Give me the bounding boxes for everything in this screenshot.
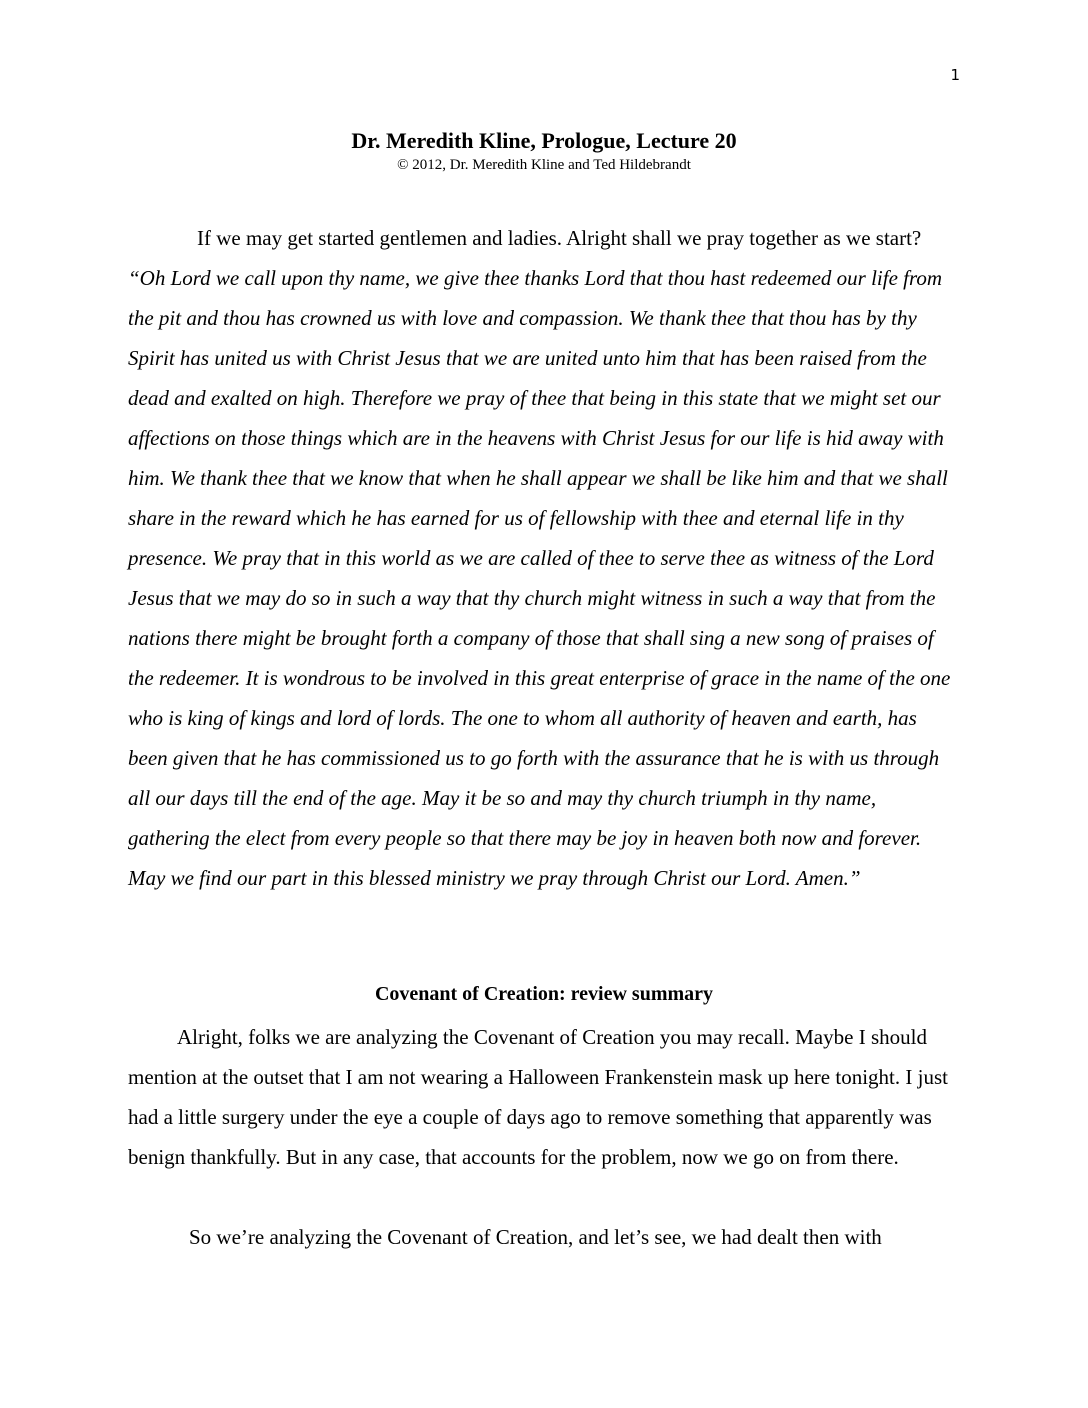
section-heading: Covenant of Creation: review summary: [374, 983, 714, 1005]
opening-prayer: “Oh Lord we call upon thy name, we give thee thanks Lord that thou hast redeemed our life from the pit and thou has crowned us with love and compassion. We thank thee that thou has by thy Spirit has united us with Christ Jesus that we are united unto him that has been raised from the dead and exalted on high. Therefore we pray of thee that being in this state that we might set our affections on those things which are in the heavens with Christ Jesus for our life is hid away with him. We thank thee that we know that when he shall appear we shall be like him and that we shall share in the reward which he has earned for us of fellowship with thee and eternal life in thy presence. We pray that in this world as we are called of thee to serve thee as witness of the Lord Jesus that we may do so in such a way that thy church might witness in such a way that from the nations there might be brought forth a company of those that shall sing a new song of praises of the redeemer. It is wondrous to be involved in this great enterprise of grace in the name of the one who is king of kings and lord of lords. The one to whom all authority of heaven and earth, has been given that he has commissioned us to go forth with the assurance that he is with us through all our days till the end of the age. May it be so and may thy church triumph in thy name, gathering the elect from every people so that there may be joy in heaven both now and forever. May we find our part in this blessed ministry we pray through Christ our Lord. Amen.”: [128, 266, 951, 890]
lecture-title: Dr. Meredith Kline, Prologue, Lecture 20: [351, 128, 737, 153]
copyright-line: © 2012, Dr. Meredith Kline and Ted Hildebrandt: [397, 157, 691, 173]
opening-paragraph: [128, 218, 961, 898]
body-paragraph-continued: So we’re analyzing the Covenant of Creation, and let’s see, we had dealt then with: [189, 1225, 882, 1249]
body-paragraph: Alright, folks we are analyzing the Covenant of Creation you may recall. Maybe I should mention at the outset that I am not wearing a Halloween Frankenstein mask up here tonight. I just had a little surgery under the eye a couple of days ago to remove something that apparently was benign thankfully. But in any case, that accounts for the problem, now we go on from there.: [128, 1025, 948, 1169]
opening-intro: If we may get started gentlemen and ladies. Alright shall we pray together as we start?: [197, 226, 922, 250]
page-number: 1: [950, 66, 960, 84]
